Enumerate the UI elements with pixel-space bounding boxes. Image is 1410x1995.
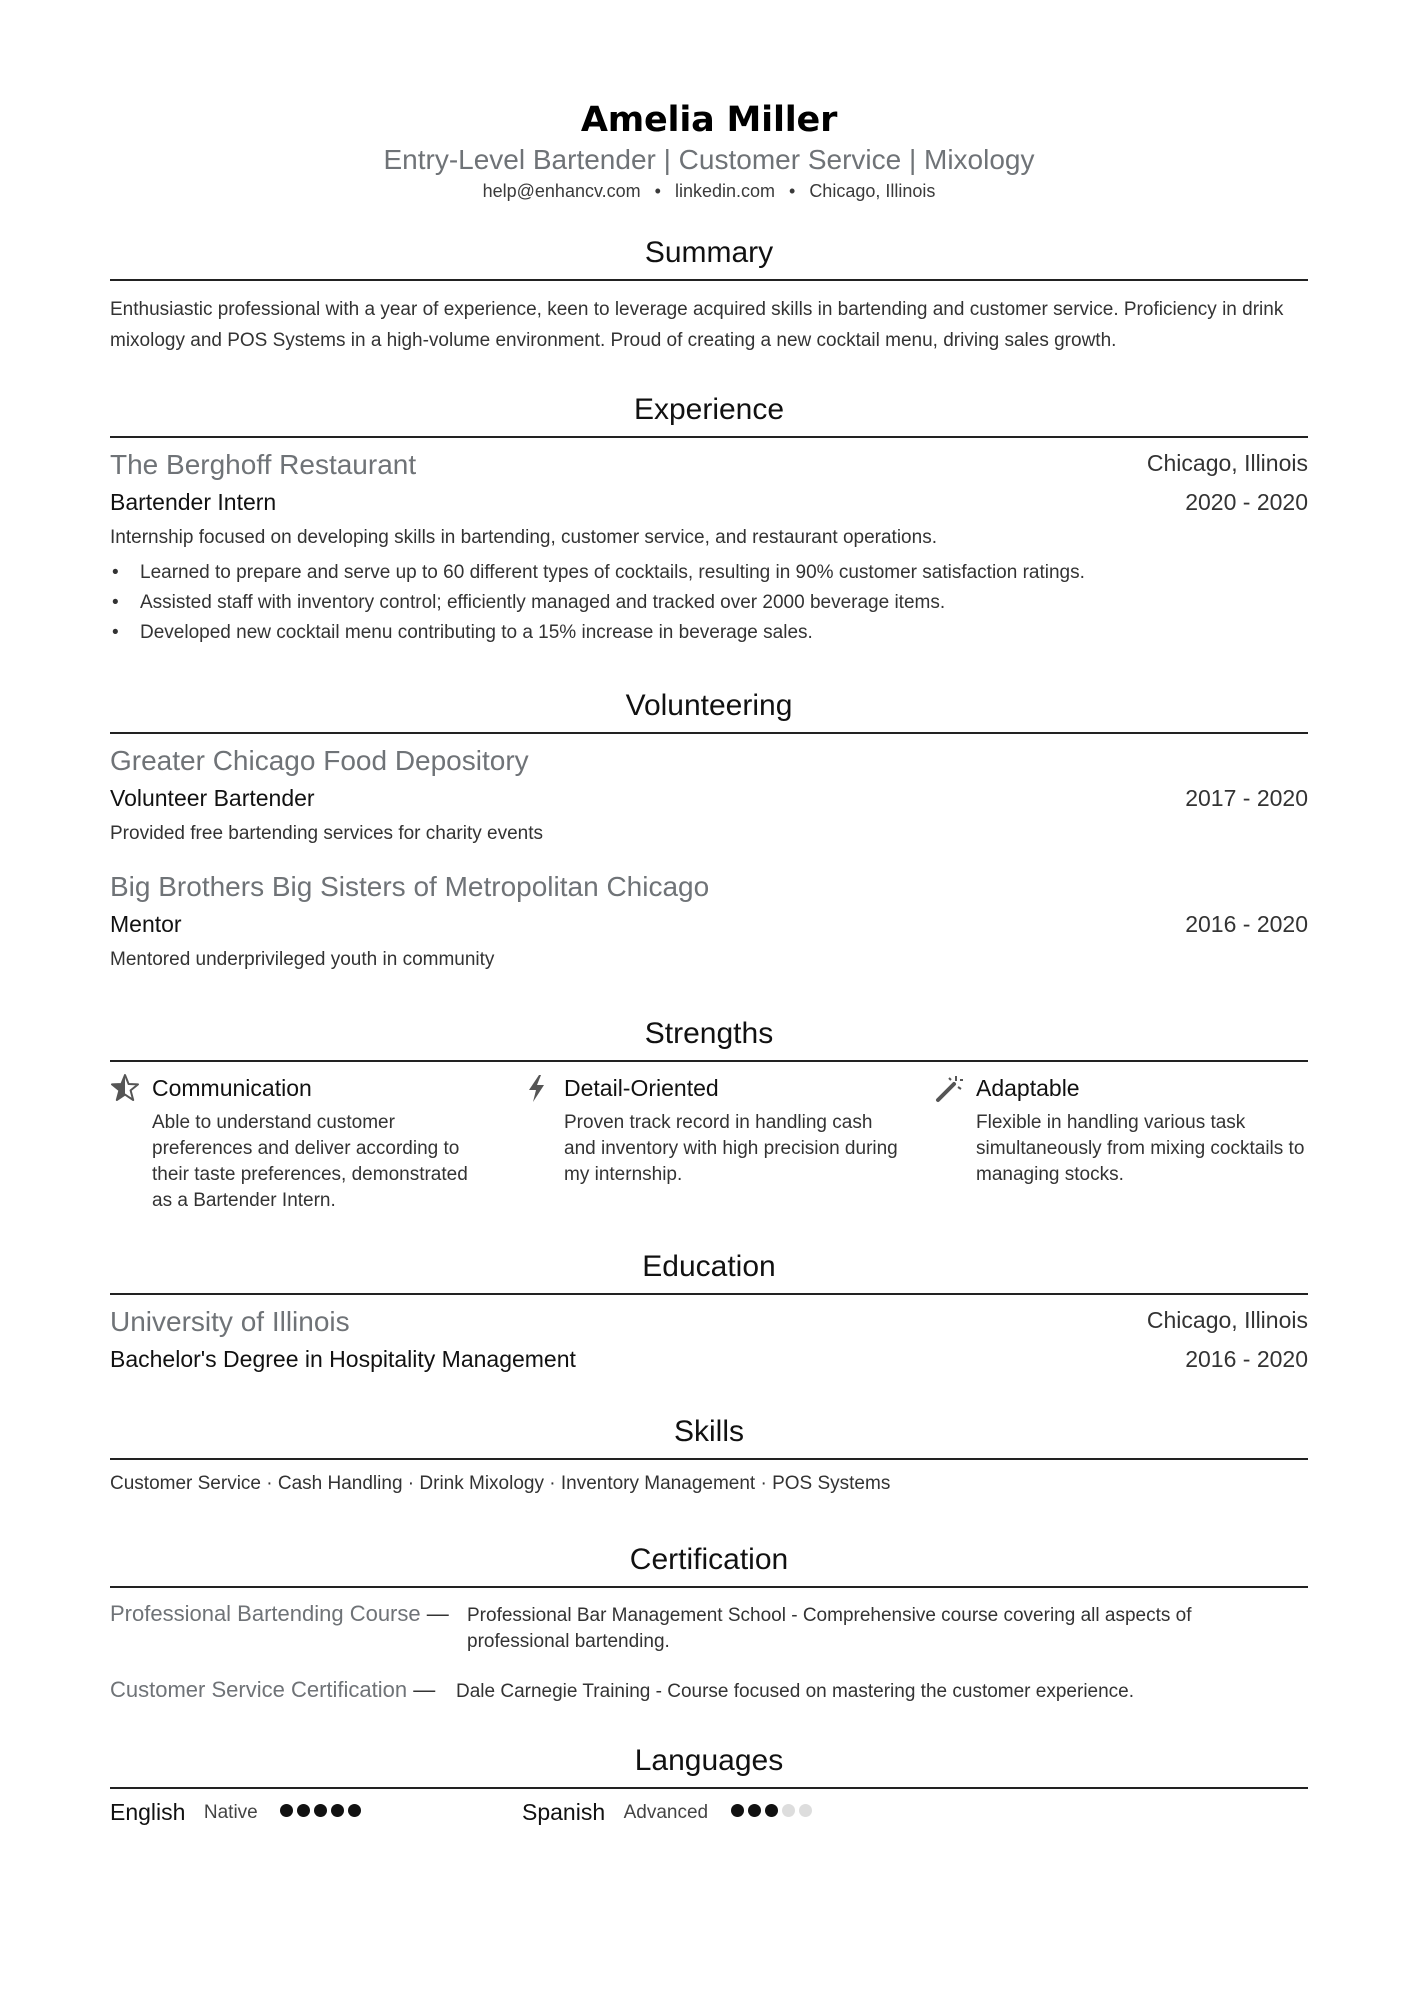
certification-name: Customer Service Certification — xyxy=(110,1677,436,1702)
language-rating xyxy=(280,1804,365,1822)
strength-title: Detail-Oriented xyxy=(564,1075,719,1101)
skills-heading: Skills xyxy=(673,1415,744,1448)
language-level: Native xyxy=(203,1801,258,1823)
experience-description: Internship focused on developing skills in bartending, customer service, and restaurant operations. xyxy=(110,527,937,548)
experience-heading: Experience xyxy=(633,393,785,426)
strengths-heading: Strengths xyxy=(644,1017,774,1050)
strength-description: Able to understand customer preferences and deliver according to their taste preferences, demonstrated as a Bartender Intern. xyxy=(152,1112,468,1211)
rating-dot xyxy=(314,1804,327,1817)
volunteering-description: Mentored underprivileged youth in community xyxy=(110,949,495,970)
experience-location: Chicago, Illinois xyxy=(1146,450,1308,476)
contact-separator: • xyxy=(654,181,661,201)
rating-dot xyxy=(280,1804,293,1817)
section-divider xyxy=(110,1458,1308,1460)
volunteering-org: Greater Chicago Food Depository xyxy=(110,745,529,776)
list-item: • Developed new cocktail menu contributing to a 15% increase in beverage sales. xyxy=(110,618,1308,648)
contact-separator: • xyxy=(789,181,796,201)
section-divider xyxy=(110,1586,1308,1588)
rating-dot xyxy=(782,1804,795,1817)
lightning-icon xyxy=(522,1073,552,1103)
section-divider xyxy=(110,1060,1308,1062)
education-location: Chicago, Illinois xyxy=(1146,1307,1308,1333)
volunteering-role: Mentor xyxy=(110,911,182,937)
education-dates: 2016 - 2020 xyxy=(1185,1346,1308,1372)
volunteering-dates: 2017 - 2020 xyxy=(1185,785,1308,811)
rating-dot xyxy=(297,1804,310,1817)
magic-wand-icon xyxy=(934,1073,964,1103)
section-divider xyxy=(110,732,1308,734)
volunteering-dates: 2016 - 2020 xyxy=(1185,911,1308,937)
list-item: • Assisted staff with inventory control; efficiently managed and tracked over 2000 beverage items. xyxy=(110,588,1308,618)
languages-heading: Languages xyxy=(634,1744,784,1777)
language-name: Spanish xyxy=(522,1799,606,1825)
language-item xyxy=(522,1799,816,1826)
location-text: Chicago, Illinois xyxy=(809,181,936,201)
education-heading: Education xyxy=(642,1250,776,1283)
volunteering-heading: Volunteering xyxy=(625,689,793,722)
volunteering-description: Provided free bartending services for charity events xyxy=(110,823,543,844)
section-divider xyxy=(110,436,1308,438)
section-divider xyxy=(110,279,1308,281)
certification-item xyxy=(110,1677,1308,1711)
contact-line xyxy=(110,181,1308,202)
email-link[interactable]: help@enhancv.com xyxy=(482,181,641,201)
experience-bullets xyxy=(110,558,1308,648)
volunteering-org: Big Brothers Big Sisters of Metropolitan Chicago xyxy=(110,871,710,902)
strength-title: Adaptable xyxy=(976,1075,1080,1101)
star-icon xyxy=(110,1073,140,1103)
certification-description: Dale Carnegie Training - Course focused on mastering the customer experience. xyxy=(456,1681,1135,1702)
certification-heading: Certification xyxy=(629,1543,789,1576)
summary-text: Enthusiastic professional with a year of experience, keen to leverage acquired skills in bartending and customer service. Proficiency in drink mixology and POS Systems in a high-volume environment. Proud of creating a new cocktail menu, driving sales growth. xyxy=(110,299,1284,351)
list-item: • Learned to prepare and serve up to 60 different types of cocktails, resulting in 90% customer satisfaction ratings. xyxy=(110,558,1308,588)
certification-description: Professional Bar Management School - Comprehensive course covering all aspects of professional bartending. xyxy=(467,1605,1192,1652)
volunteering-role: Volunteer Bartender xyxy=(110,785,315,811)
language-rating xyxy=(731,1804,816,1822)
skills-list: Customer Service · Cash Handling · Drink Mixology · Inventory Management · POS Systems xyxy=(110,1473,891,1494)
language-item xyxy=(110,1799,365,1826)
experience-dates: 2020 - 2020 xyxy=(1185,489,1308,515)
language-name: English xyxy=(110,1799,186,1825)
linkedin-link[interactable]: linkedin.com xyxy=(674,181,775,201)
rating-dot xyxy=(731,1804,744,1817)
resume-page xyxy=(110,0,1308,1995)
rating-dot xyxy=(799,1804,812,1817)
rating-dot xyxy=(765,1804,778,1817)
strength-title: Communication xyxy=(152,1075,312,1101)
rating-dot xyxy=(348,1804,361,1817)
candidate-headline: Entry-Level Bartender | Customer Service | Mixology xyxy=(383,144,1035,175)
experience-role: Bartender Intern xyxy=(110,489,277,515)
summary-heading: Summary xyxy=(644,236,774,269)
rating-dot xyxy=(748,1804,761,1817)
section-divider xyxy=(110,1787,1308,1789)
strength-description: Flexible in handling various task simultaneously from mixing cocktails to managing stocks. xyxy=(976,1112,1305,1185)
certification-name: Professional Bartending Course — xyxy=(110,1601,449,1626)
strength-description: Proven track record in handling cash and inventory with high precision during my internship. xyxy=(564,1112,898,1185)
certification-item xyxy=(110,1601,1308,1661)
section-divider xyxy=(110,1293,1308,1295)
education-degree: Bachelor's Degree in Hospitality Management xyxy=(110,1346,576,1372)
candidate-name: Amelia Miller xyxy=(580,100,838,140)
rating-dot xyxy=(331,1804,344,1817)
education-school: University of Illinois xyxy=(110,1306,350,1337)
experience-org: The Berghoff Restaurant xyxy=(110,449,417,480)
language-level: Advanced xyxy=(623,1801,709,1823)
